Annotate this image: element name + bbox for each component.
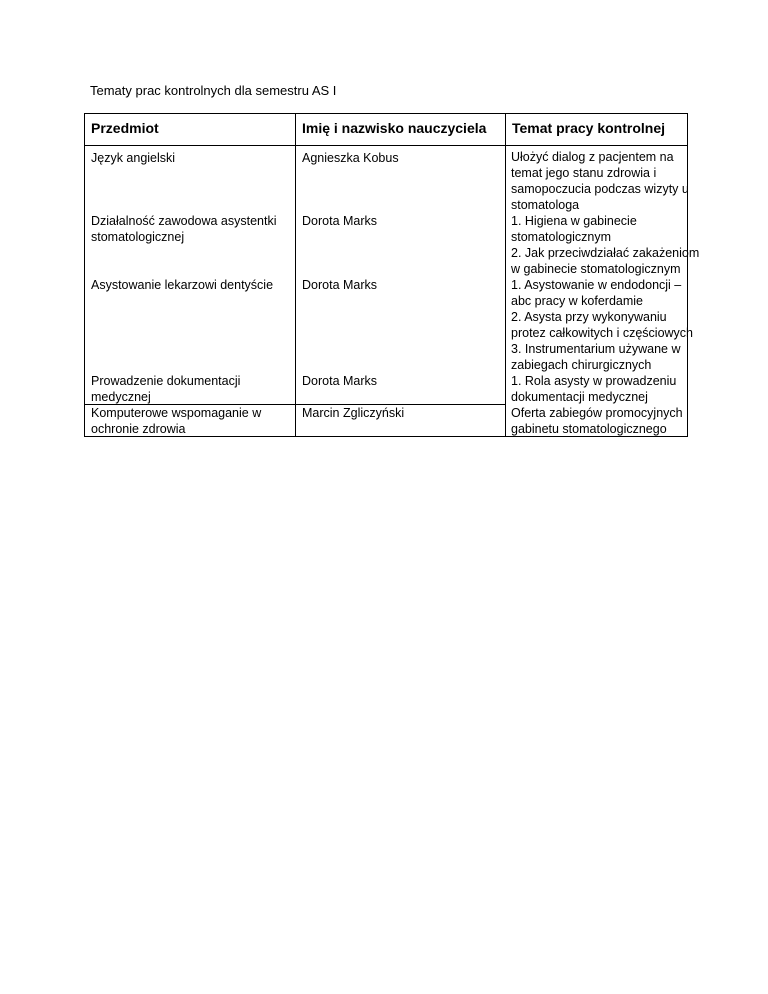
- subject-column: [85, 146, 295, 437]
- document-title: Tematy prac kontrolnych dla semestru AS I: [90, 83, 337, 98]
- teacher-cell: Agnieszka Kobus: [302, 151, 399, 165]
- subject-cell: Prowadzenie dokumentacji medycznej: [91, 374, 241, 404]
- header-teacher: Imię i nazwisko nauczyciela: [295, 114, 505, 145]
- header-subject: Przedmiot: [91, 120, 159, 136]
- subject-cell: Asystowanie lekarzowi dentyście: [91, 278, 274, 292]
- table-header-row: [85, 114, 687, 146]
- teacher-column: [295, 146, 505, 437]
- header-topic: Temat pracy kontrolnej: [505, 114, 687, 145]
- topics-table: [84, 113, 700, 437]
- topic-column: [505, 146, 700, 437]
- teacher-cell: Marcin Zgliczyński: [302, 406, 405, 420]
- teacher-cell: Dorota Marks: [302, 374, 378, 388]
- subject-cell: Język angielski: [91, 151, 176, 165]
- table-body: [85, 146, 700, 436]
- subject-cell: Działalność zawodowa asystentki stomatologicznej: [91, 214, 277, 244]
- teacher-cell: Dorota Marks: [302, 214, 378, 228]
- topic-cell: Ułożyć dialog z pacjentem na temat jego stanu zdrowia i samopoczucia podczas wizyty u stomatologa 1. Higiena w gabinecie stomatologicznym 2. Jak przeciwdziałać zakażeniom w gabinecie stomatologicznym 1. Asystowanie w endodoncji – abc pracy w koferdamie 2. Asysta przy wykonywaniu protez całkowitych i częściowych 3. Instrumentarium używane w zabiegach chirurgicznych 1. Rola asysty w prowadzeniu dokumentacji medycznej Oferta zabiegów promocyjnych gabinetu stomatologicznego: [511, 150, 700, 436]
- teacher-cell: Dorota Marks: [302, 278, 378, 292]
- subject-cell: Komputerowe wspomaganie w ochronie zdrowia: [91, 406, 262, 436]
